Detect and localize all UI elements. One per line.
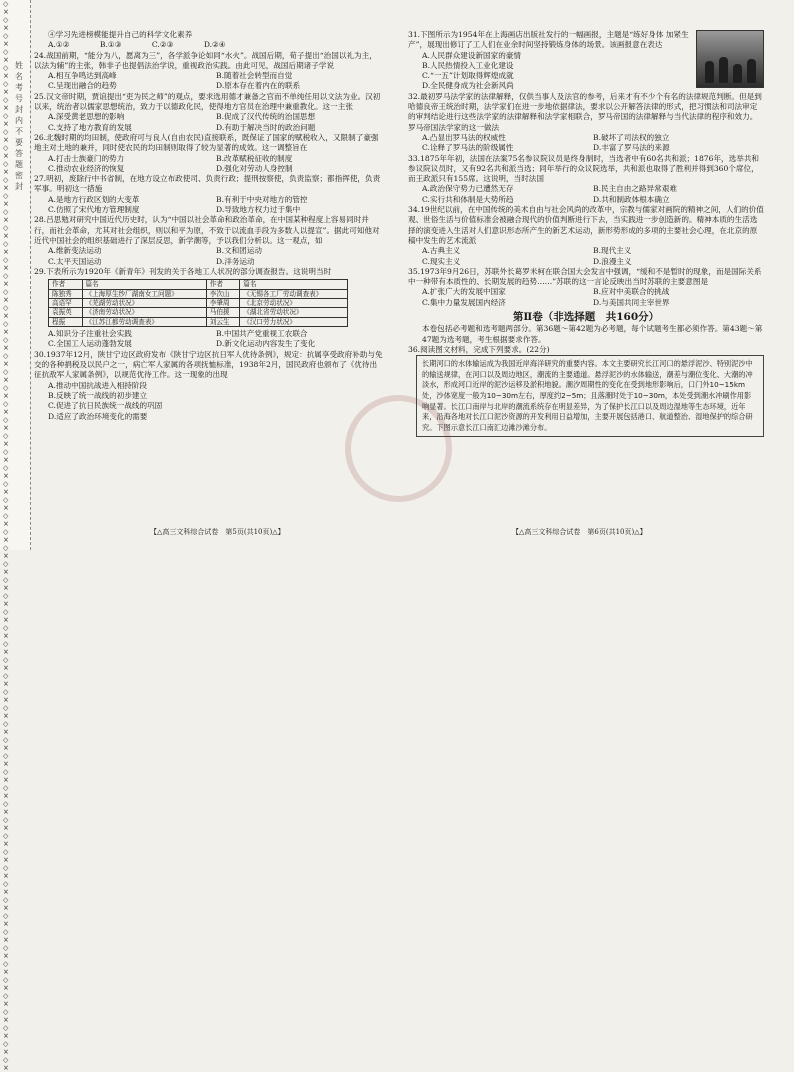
q34-option-a: A.古典主义 bbox=[422, 246, 461, 256]
q30-option-c: C.促进了抗日民族统一战线的巩固 bbox=[48, 401, 163, 411]
table-cell: 《湖北省劳动状况》 bbox=[240, 308, 348, 317]
q29-option-d: D.新文化运动内容发生了变化 bbox=[216, 339, 316, 349]
page-5-footer: 【△高三文科综合试卷 第5页(共10页)△】 bbox=[150, 528, 285, 536]
q30-option-a: A.推动中国抗战进入相持阶段 bbox=[48, 380, 148, 390]
table-cell: 李次山 bbox=[206, 289, 240, 298]
table-header-row bbox=[49, 280, 348, 289]
q33-option-a: A.政治保守势力已遭然无存 bbox=[422, 184, 514, 194]
q27-option-a: A.是地方行政区划的大变革 bbox=[48, 194, 140, 204]
table-cell: 《江苏江都劳动调查表》 bbox=[82, 317, 206, 326]
q35-option-d: D.与美国共同主宰世界 bbox=[593, 297, 670, 307]
q33-option-b: B.民主自由之路异常艰难 bbox=[593, 184, 677, 194]
q27-options bbox=[34, 195, 384, 216]
table-cell: 《汉口劳力状况》 bbox=[240, 317, 348, 326]
poster-figure bbox=[719, 57, 728, 83]
q32-stem: 32.最初罗马法学家的法律解释，仅供当事人及法官的参考，后来才有不少个有名的法律规范判断。但是到哈德良帝王统治时期，法学家们在进一步地依据律法，要求以公开解答法律的形式，把习惯法和司法审定的审判结论进行这些法学家的法律解释和法学家相联合，罗马帝国的法律解释与当代法律的程序和效力。罗马帝国法学家的这一做法 bbox=[408, 91, 762, 132]
poster-figure bbox=[733, 64, 742, 83]
q35-option-b: B.应对中美联合的挑战 bbox=[593, 287, 670, 297]
q35-option-a: A.扩张广大的发展中国家 bbox=[422, 287, 506, 297]
table-cell: 刘云生 bbox=[206, 317, 240, 326]
q24-option-d: D.原本存在着内在的联系 bbox=[216, 81, 301, 91]
q25-stem: 25.汉文帝时期，贾谊提出“吏为民之师”的观点，要求选用德才兼备之官而不单纯任用以文法为业。汉初以来，统治者以儒家思想统治，致力于以德政化民，使得地方官员在治理中兼重教化。这一主张 bbox=[34, 91, 381, 112]
q26-option-b: B.改革赋税征收的制度 bbox=[216, 153, 293, 163]
table-row bbox=[49, 289, 348, 298]
q31-option-d: D.全民健身成为社会新风尚 bbox=[422, 81, 514, 91]
q24-option-b: B.随着社会转型而自觉 bbox=[216, 71, 293, 81]
table-cell: 《无锡各工厂劳动调查表》 bbox=[240, 289, 348, 298]
page-6 bbox=[408, 30, 764, 515]
q32-options bbox=[408, 133, 764, 154]
item-4-text: ④学习先进榜模能提升自己的科学文化素养 bbox=[48, 30, 193, 39]
part-2-title: 第Ⅱ卷（非选择题 共160分） bbox=[512, 311, 660, 324]
q30-option-d: D.适应了政治环境变化的需要 bbox=[48, 411, 148, 421]
q34-stem: 34.19世纪以前，在中国传统的美术自由与社会风尚的改革中，宗教与儒家对画院的精神之间，人们的价值观、世俗生活与价值标准会被融合现代的价值判断进行下去，当实践进一步创造新的。精神本质的生活选择的演变进入生活对人们意识形态所产生的新艺术运动，新形势形成的多项的主要社会心理，在北京的原稿中发生的艺术流派 bbox=[408, 205, 764, 245]
table-cell: 袁振英 bbox=[49, 308, 83, 317]
q31-option-c: C.“一五”计划取得辉煌成就 bbox=[422, 71, 514, 81]
binding-margin bbox=[0, 0, 31, 1072]
binding-marks: ◇×◇×◇×◇×◇×◇×◇×◇×◇×◇×◇×◇×◇×◇×◇×◇×◇×◇×◇×◇×◇×◇×◇×◇×◇×◇×◇×◇×◇×◇×◇×◇×◇×◇×◇×◇×◇×◇×◇×◇×◇×◇×◇×◇×◇×◇×◇×◇×◇×◇×◇×◇×◇×◇×◇×◇×◇×◇×◇×◇×◇×◇×◇×◇×◇×◇×◇× bbox=[3, 0, 9, 1072]
q31-stem: 31.下图所示为1954年在上海画店出版社发行的一幅画报，主题是“练好身体 加紧生产”，展现出修订了工人们在业余时间坚持锻炼身体的场景。该画报意在表达 bbox=[408, 30, 689, 50]
q30-option-b: B.反映了统一战线的初步建立 bbox=[48, 390, 148, 400]
q25-option-d: D.有助于解决当时的政治问题 bbox=[216, 122, 316, 132]
q35-stem: 35.1973年9月26日，苏联外长葛罗米柯在联合国大会发言中强调，“缓和不是暂时的现象，而是国际关系中一种带有本质性的、长期发展的趋势……”苏联的这一言论反映出当时苏联的主要意图是 bbox=[408, 266, 762, 287]
poster-photo bbox=[696, 30, 764, 88]
q31-option-a: A.人民群众建设新国家的豪情 bbox=[422, 50, 522, 60]
table-cell: 程振 bbox=[49, 317, 83, 326]
poster-figure bbox=[705, 61, 714, 83]
q35-options bbox=[408, 287, 764, 308]
q35-option-c: C.集中力量发展国内经济 bbox=[422, 297, 506, 307]
q28-option-b: B.文和团运动 bbox=[216, 246, 262, 256]
q28-option-a: A.维新变法运动 bbox=[48, 246, 102, 256]
q33-stem: 33.1875年年初，法国在法案75名参议院议员是终身制时，当选者中有60名共和派；1876年，选举共和参议院议员时，又有92名共和派当选；同年举行的众议院选举，共和派也取得了胜利并得到360个席位，而王政派只有155席。这说明，当时法国 bbox=[408, 153, 760, 184]
binding-labels: 姓名 考号 封 内 不 要 答 题 密 封 bbox=[15, 61, 31, 191]
table-cell: 《北京劳动状况》 bbox=[240, 298, 348, 307]
q29-option-c: C.全国工人运动蓬勃发展 bbox=[48, 339, 132, 349]
table-header-cell: 作者 bbox=[206, 280, 240, 289]
q28-stem: 28.吕思勉对研究中国近代历史时，认为“中国以社会革命和政治革命，在中国某种程度上容易同时并行，而社会革命，尤其对社会组织，则以和平为原，不致于以流血手段为多数人以提宣”。据此可知他对近代中国社会的组织基础进行了深层反思，新学潮等，予以我们分析以。这一观点，如 bbox=[34, 215, 380, 245]
q36-passage: 长期河口的水体输运成为我国近岸海洋研究的重要内容。本文主要研究长江河口的悬浮泥沙、特别泥沙中的输送规律，在河口以及周边地区，潮流的主要通道。悬浮泥沙的水体输送，潮差与潮位变化、大潮的冲淡水，形成河口近岸的泥沙运移及淤积地貌。潮汐周期性的变化在受到地形影响后，口门外10~15km处，沙体宽度一般为10~30m左右，厚度约2~5m；且落潮时处于10~30m，本处受到潮水冲刷作用影响显著。长江口南岸与北岸的潮流系统存在明显差异，为了保护长江口以及周边湿地等生态环境，近年来，沿海各地对长江口泥沙资源的开发利用日益增加，主要开展包括港口、航道整治、湿地保护的综合研究。下图示意长江口南汇边滩沙滩分布。 bbox=[416, 355, 764, 437]
q27-option-d: D.导致地方权力过于集中 bbox=[216, 205, 301, 215]
q29-option-a: A.知识分子注重社会实践 bbox=[48, 329, 132, 339]
q25-option-b: B.促成了汉代传统的治国思想 bbox=[216, 112, 316, 122]
q32-option-a: A.凸显出罗马法的权威性 bbox=[422, 132, 506, 142]
table-header-cell: 篇名 bbox=[82, 280, 206, 289]
q26-option-c: C.推动农业经济的恢复 bbox=[48, 163, 125, 173]
q28-options bbox=[34, 246, 384, 267]
q24-stem: 24.战国前期，“能分为八，愿离为三”，各学派争论如同“水火”。战国后期，荀子提出“治国以礼为主，以法为辅”的主张，韩非子也提倡法治学说，重视政治实践。由此可见，战国后期诸子学说 bbox=[34, 50, 377, 70]
table-header-cell: 篇名 bbox=[240, 280, 348, 289]
q29-options bbox=[34, 329, 384, 350]
q32-option-d: D.丰富了罗马法的来源 bbox=[593, 143, 670, 153]
q25-option-a: A.深受黄老思想的影响 bbox=[48, 112, 125, 122]
table-cell: 《济南劳动状况》 bbox=[82, 308, 206, 317]
table-row bbox=[49, 308, 348, 317]
table-row bbox=[49, 317, 348, 326]
q36-heading: 36.阅读图文材料，完成下列要求。(22分) bbox=[408, 344, 550, 354]
q26-option-a: A.打击士族豪门的势力 bbox=[48, 153, 125, 163]
q31-option-b: B.人民热情投入工业化建设 bbox=[422, 60, 514, 70]
q28-option-c: C.太平天国运动 bbox=[48, 256, 102, 266]
table-cell: 陈独秀 bbox=[49, 289, 83, 298]
q29-stem: 29.下表所示为1920年《新青年》刊发的关于各地工人状况的部分调查报告。这说明当时 bbox=[34, 266, 332, 276]
page-6-footer: 【△高三文科综合试卷 第6页(共10页)△】 bbox=[512, 528, 647, 536]
q26-option-d: D.强化对劳动人身控制 bbox=[216, 163, 293, 173]
table-cell: 《上海厚生纱厂湖南女工问题》 bbox=[82, 289, 206, 298]
q34-option-c: C.现实主义 bbox=[422, 256, 461, 266]
q33-option-c: C.实行共和体制是大势所趋 bbox=[422, 194, 514, 204]
q32-option-b: B.破坏了司法权的独立 bbox=[593, 132, 670, 142]
q27-option-b: B.有利于中央对地方的管控 bbox=[216, 194, 308, 204]
table-cell: 高语罕 bbox=[49, 298, 83, 307]
table-cell: 《芜湖劳动状况》 bbox=[82, 298, 206, 307]
q23-options: A.①② B.①③ C.②③ D.②④ bbox=[48, 40, 226, 50]
table-header-cell: 作者 bbox=[49, 280, 83, 289]
part-2-note: 本卷包括必考题和选考题两部分。第36题～第42题为必考题，每个试题考生都必须作答。第43题～第47题为选考题，考生根据要求作答。 bbox=[422, 324, 763, 344]
q30-stem: 30.1937年12月，陕甘宁边区政府发布《陕甘宁边区抗日军人优待条例》，规定：抗属享受政府补助与免交的各种捐税及以民户之一，病亡军人家属的各项抚恤标准，1938年2月，国民政府也颁布了《优待出征抗敌军人家属条例》，以规范优待工作。这一现象的出现 bbox=[34, 349, 383, 380]
q26-stem: 26.北魏时期的均田制，使政府可与良人(自由农民)直接联系，既保证了国家的赋税收入，又限制了豪强地主对土地的兼并，同时使农民的均田制则取得了较为显著的成效。这一调整旨在 bbox=[34, 132, 379, 153]
q25-option-c: C.支持了地方教育的发展 bbox=[48, 122, 132, 132]
q34-option-b: B.现代主义 bbox=[593, 246, 632, 256]
table-cell: 李肇周 bbox=[206, 298, 240, 307]
q24-option-c: C.呈现出融合的趋势 bbox=[48, 81, 117, 91]
q29-option-b: B.中国共产党重视工农联合 bbox=[216, 329, 308, 339]
q34-option-d: D.浪漫主义 bbox=[593, 256, 632, 266]
q30-options bbox=[34, 381, 384, 422]
q24-option-a: A.相互争鸣达到高峰 bbox=[48, 71, 117, 81]
q24-options bbox=[34, 71, 384, 92]
page-5 bbox=[34, 30, 384, 515]
table-cell: 马伯援 bbox=[206, 308, 240, 317]
q33-options bbox=[408, 184, 764, 205]
q25-options bbox=[34, 112, 384, 133]
q34-options bbox=[408, 246, 764, 267]
q27-option-c: C.仿照了宋代地方管理制度 bbox=[48, 205, 140, 215]
poster-figure bbox=[747, 59, 756, 83]
q33-option-d: D.共和制政体根本确立 bbox=[593, 194, 670, 204]
q29-table bbox=[48, 279, 348, 327]
table-row bbox=[49, 298, 348, 307]
q27-stem: 27.明初，废除行中书省制，在地方设立布政使司、负责行政；提刑按察使，负责监察；都指挥使，负责军事。明初这一措施 bbox=[34, 174, 381, 194]
q32-option-c: C.诠释了罗马法的阶级属性 bbox=[422, 143, 514, 153]
q26-options bbox=[34, 154, 384, 175]
q28-option-d: D.洋务运动 bbox=[216, 256, 255, 266]
